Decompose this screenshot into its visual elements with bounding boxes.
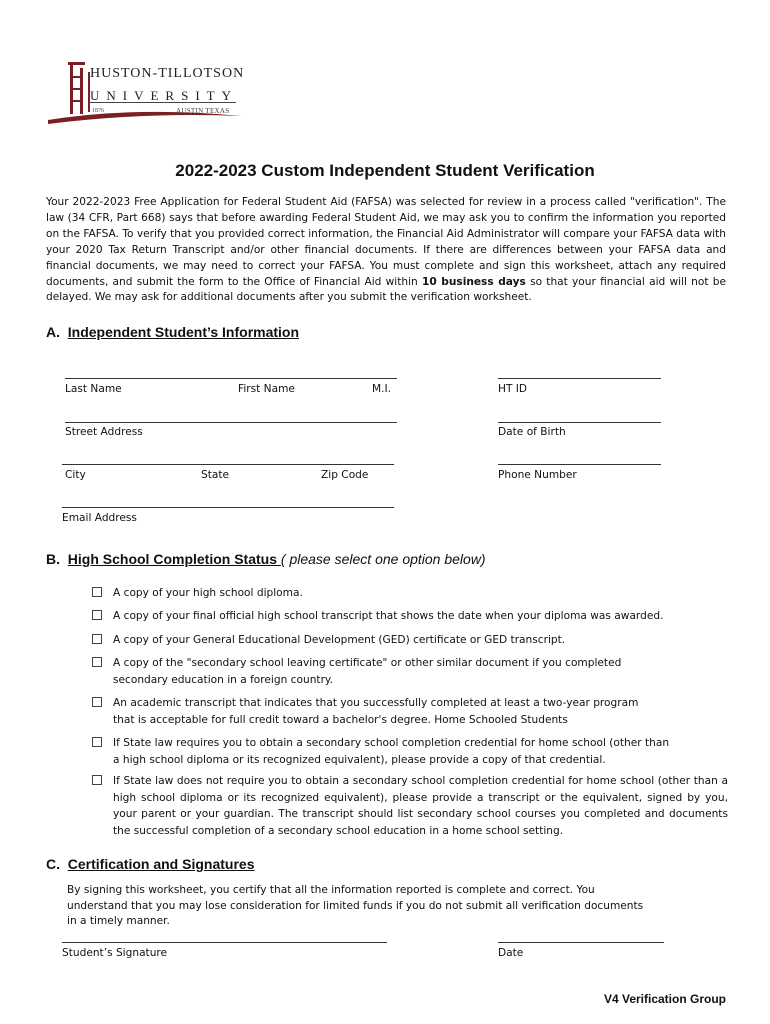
section-a-letter: A. <box>46 324 60 340</box>
option-checkbox[interactable] <box>92 657 102 667</box>
city-state-zip-field-line[interactable] <box>62 464 394 465</box>
dob-field-line[interactable] <box>498 422 661 423</box>
option-checkbox[interactable] <box>92 697 102 707</box>
option-transcript <box>92 608 728 625</box>
street-address-label: Street Address <box>65 426 143 438</box>
option-checkbox[interactable] <box>92 610 102 620</box>
street-field-line[interactable] <box>65 422 397 423</box>
option-academic-transcript <box>92 695 652 728</box>
intro-text-1: Your 2022-2023 Free Application for Federal Student Aid (FAFSA) was selected for review in a process called "verification". The law (34 CFR, Part 668) says that before awarding Federal Student Aid, we may ask you to confirm the information you reported on the FAFSA. To verify that you provided correct information, the Financial Aid Administrator will compare your FAFSA data with your 2020 Tax Return Transcript and/or other financial documents. If there are differences between your FAFSA data and financial documents, we may need to correct your FAFSA. You must complete and sign this worksheet, attach any required documents, and submit the form to the Office of Financial Aid within <box>46 196 726 288</box>
option-label: An academic transcript that indicates that you successfully completed at least a two-year program that is acceptable for full credit toward a bachelor's degree. Home Schooled Students <box>113 697 639 726</box>
option-home-school-credential <box>92 735 672 768</box>
first-name-label: First Name <box>238 383 295 395</box>
option-label: A copy of your final official high school transcript that shows the date when your diploma was awarded. <box>113 610 664 622</box>
section-b-note: ( please select one option below) <box>280 551 486 567</box>
option-diploma <box>92 585 728 602</box>
option-label: If State law requires you to obtain a secondary school completion credential for home school (other than a high school diploma or its recognized equivalent), please provide a copy of that credential. <box>113 737 670 766</box>
ht-id-field-line[interactable] <box>498 378 661 379</box>
section-c-title: Certification and Signatures <box>67 856 255 872</box>
city-label: City <box>65 469 86 481</box>
logo-city: AUSTIN TEXAS <box>176 107 230 115</box>
certification-text: By signing this worksheet, you certify that all the information reported is complete and correct. You understand that you may lose consideration for limited funds if you do not submit all verification documents in a timely manner. <box>67 884 644 927</box>
option-label: A copy of your high school diploma. <box>113 587 303 599</box>
section-a-heading <box>46 324 299 340</box>
section-c-letter: C. <box>46 856 60 872</box>
section-b-title: High School Completion Status <box>67 551 281 567</box>
option-home-school-transcript <box>92 773 728 839</box>
section-c-heading <box>46 856 254 872</box>
date-field-line[interactable] <box>498 942 664 943</box>
logo-name-line1: HUSTON-TILLOTSON <box>90 66 245 81</box>
zip-label: Zip Code <box>321 469 369 481</box>
page-title: 2022-2023 Custom Independent Student Verification <box>175 161 595 180</box>
mi-label: M.I. <box>372 383 391 395</box>
name-field-line[interactable] <box>65 378 397 379</box>
footer-group-label: V4 Verification Group <box>603 992 726 1006</box>
option-foreign <box>92 655 652 688</box>
intro-paragraph <box>46 195 726 306</box>
option-checkbox[interactable] <box>92 634 102 644</box>
phone-label: Phone Number <box>498 469 577 481</box>
option-label: A copy of the "secondary school leaving certificate" or other similar document if you completed secondary education in a foreign country. <box>113 657 622 686</box>
date-label: Date <box>498 947 524 959</box>
option-label: A copy of your General Educational Development (GED) certificate or GED transcript. <box>113 634 566 646</box>
email-label: Email Address <box>62 512 137 524</box>
last-name-label: Last Name <box>65 383 122 395</box>
logo-year: 1876 <box>92 108 104 114</box>
section-b-letter: B. <box>46 551 60 567</box>
state-label: State <box>201 469 230 481</box>
logo-name-line2: UNIVERSITY <box>90 88 238 103</box>
phone-field-line[interactable] <box>498 464 661 465</box>
section-b-heading <box>46 551 486 567</box>
option-label: If State law does not require you to obtain a secondary school completion credential for home school (other than a high school diploma or its recognized equivalent), please provide a transcript or the equivalent, signed by you, your parent or your guardian. The transcript should list secondary school courses you completed and documents the successful completion of a secondary school education in a home school setting. <box>113 775 728 837</box>
ht-id-label: HT ID <box>498 383 528 395</box>
signature-label: Student’s Signature <box>62 947 168 959</box>
option-checkbox[interactable] <box>92 775 102 785</box>
section-a-title: Independent Student’s Information <box>67 324 300 340</box>
option-checkbox[interactable] <box>92 587 102 597</box>
intro-text-2: so that your financial aid will not be delayed. We may ask for additional documents after you submit the verification worksheet. <box>46 275 726 304</box>
email-field-line[interactable] <box>62 507 394 508</box>
option-ged <box>92 632 728 649</box>
dob-label: Date of Birth <box>498 426 566 438</box>
intro-bold: 10 business days <box>421 275 526 288</box>
signature-field-line[interactable] <box>62 942 387 943</box>
option-checkbox[interactable] <box>92 737 102 747</box>
